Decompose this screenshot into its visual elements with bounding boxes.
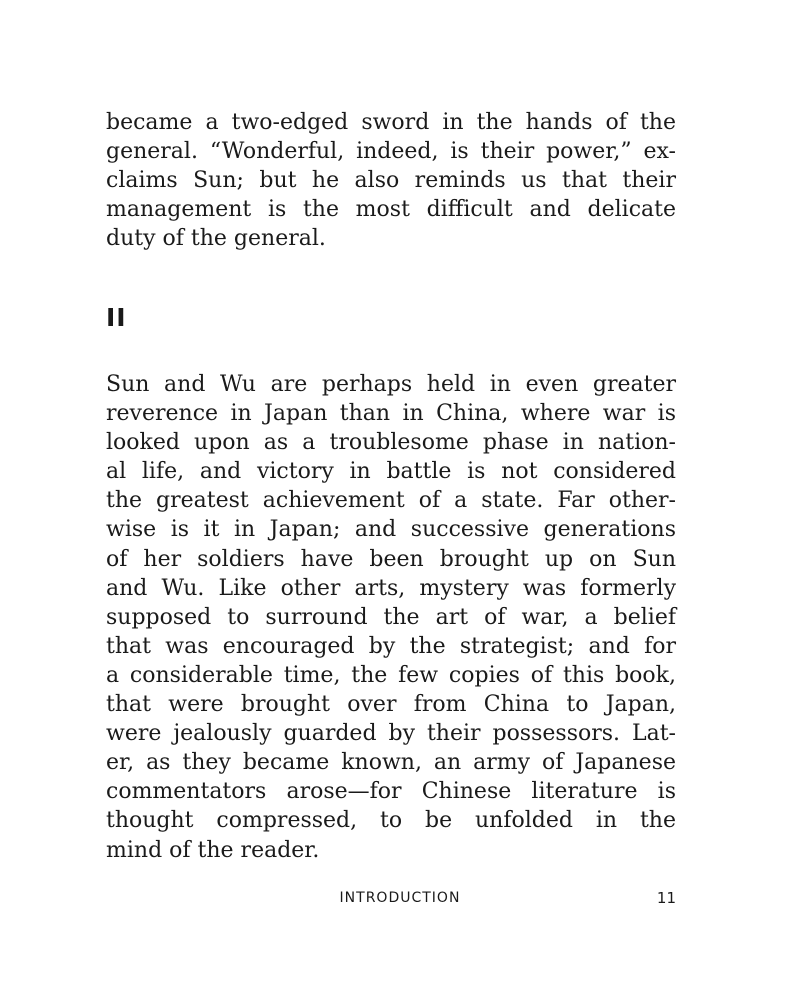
page-number: 11 bbox=[656, 889, 676, 907]
text-line: management is the most difficult and delicate bbox=[106, 197, 676, 223]
section-heading: II bbox=[106, 303, 127, 332]
text-line: that were brought over from China to Japan, bbox=[106, 692, 676, 718]
text-line: a considerable time, the few copies of this book, bbox=[106, 662, 676, 688]
text-line: looked upon as a troublesome phase in nation- bbox=[106, 430, 676, 456]
text-line: Sun and Wu are perhaps held in even greater bbox=[106, 372, 676, 397]
text-line: thought compressed, to be unfolded in the bbox=[106, 808, 676, 834]
text-line: that was encouraged by the strategist; and for bbox=[106, 633, 676, 659]
text-line: mind of the reader. bbox=[106, 837, 320, 863]
paragraph-continuation bbox=[106, 108, 676, 253]
text-line: general. “Wonderful, indeed, is their power,” ex- bbox=[106, 139, 676, 165]
text-line: er, as they became known, an army of Japanese bbox=[106, 750, 676, 776]
text-line: commentators arose—for Chinese literature is bbox=[106, 779, 676, 805]
text-line: and Wu. Like other arts, mystery was formerly bbox=[106, 575, 676, 601]
paragraph-section-2 bbox=[106, 370, 676, 865]
text-line: the greatest achievement of a state. Far other- bbox=[106, 488, 676, 514]
running-title: INTRODUCTION bbox=[339, 890, 461, 906]
text-line: became a two-edged sword in the hands of the bbox=[106, 110, 676, 135]
text-line: reverence in Japan than in China, where war is bbox=[106, 401, 676, 427]
text-line: supposed to surround the art of war, a belief bbox=[106, 604, 676, 630]
text-line: duty of the general. bbox=[106, 226, 326, 252]
text-line: wise is it in Japan; and successive generations bbox=[106, 517, 676, 543]
text-line: were jealously guarded by their possessors. Lat- bbox=[106, 721, 676, 747]
text-line: claims Sun; but he also reminds us that their bbox=[106, 168, 676, 194]
text-line: of her soldiers have been brought up on Sun bbox=[106, 546, 676, 572]
text-line: al life, and victory in battle is not considered bbox=[106, 459, 676, 485]
